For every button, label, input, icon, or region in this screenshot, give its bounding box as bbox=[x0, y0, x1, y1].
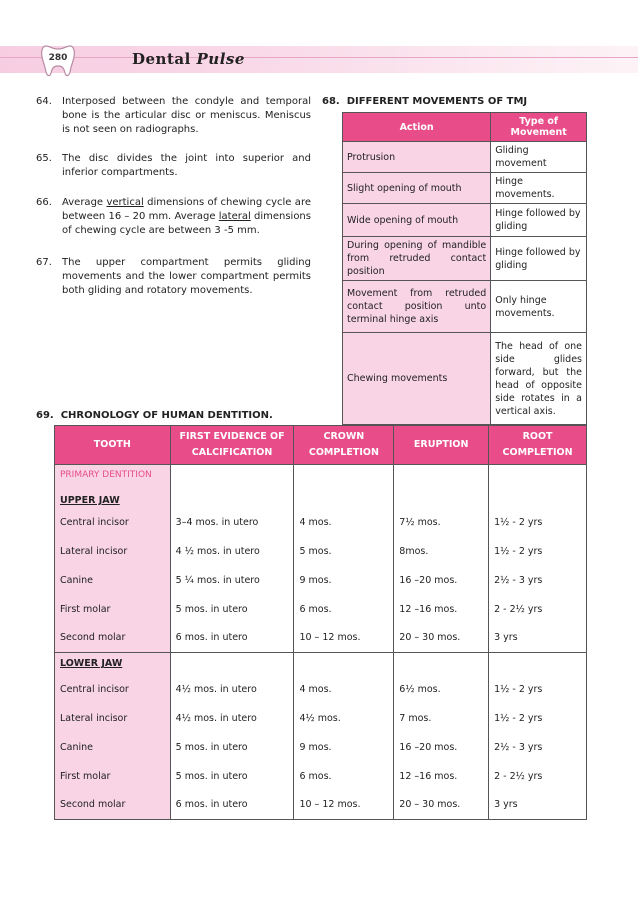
eruption-cell: 7½ mos. bbox=[394, 508, 489, 537]
root-cell: 1½ - 2 yrs bbox=[489, 508, 587, 537]
table-row bbox=[343, 333, 587, 425]
table-row bbox=[55, 762, 587, 791]
page-number: 280 bbox=[48, 53, 68, 63]
table-row bbox=[343, 204, 587, 237]
eruption-cell: 7 mos. bbox=[394, 704, 489, 733]
tooth-cell: Second molar bbox=[55, 791, 171, 820]
eruption-cell: 20 – 30 mos. bbox=[394, 791, 489, 820]
tooth-cell: Lateral incisor bbox=[55, 537, 171, 566]
root-cell: 2½ - 3 yrs bbox=[489, 733, 587, 762]
upper-jaw-row bbox=[55, 486, 587, 508]
question-64 bbox=[36, 95, 311, 137]
crown-cell: 10 – 12 mos. bbox=[294, 624, 394, 653]
table-row bbox=[55, 675, 587, 704]
question-text bbox=[62, 196, 311, 238]
question-66 bbox=[36, 196, 311, 238]
type-cell: Hinge movements. bbox=[491, 173, 587, 204]
tooth-cell: Lateral incisor bbox=[55, 704, 171, 733]
tooth-cell: Canine bbox=[55, 566, 171, 595]
crown-cell: 9 mos. bbox=[294, 566, 394, 595]
table-row bbox=[55, 791, 587, 820]
root-cell: 1½ - 2 yrs bbox=[489, 675, 587, 704]
calcification-cell: 4½ mos. in utero bbox=[170, 704, 294, 733]
tmj-movements-table bbox=[342, 112, 587, 425]
table-row bbox=[55, 508, 587, 537]
question-number: 64. bbox=[36, 96, 52, 107]
crown-cell: 4 mos. bbox=[294, 508, 394, 537]
crown-cell: 9 mos. bbox=[294, 733, 394, 762]
table-row bbox=[55, 624, 587, 653]
crown-cell: 4 mos. bbox=[294, 675, 394, 704]
underlined-word: vertical bbox=[106, 197, 144, 208]
column-header-tooth: TOOTH bbox=[55, 426, 171, 465]
root-cell: 3 yrs bbox=[489, 791, 587, 820]
crown-cell: 6 mos. bbox=[294, 762, 394, 791]
tooth-cell: First molar bbox=[55, 762, 171, 791]
underlined-word: lateral bbox=[218, 211, 251, 222]
question-number: 66. bbox=[36, 197, 52, 208]
action-cell: Wide opening of mouth bbox=[343, 204, 491, 237]
text-part: dimensions of chewing cycle are between 16 – 20 mm. Average bbox=[62, 197, 311, 222]
column-header-crown: CROWN COMPLETION bbox=[294, 426, 394, 465]
column-header-eruption: ERUPTION bbox=[394, 426, 489, 465]
question-67 bbox=[36, 256, 311, 298]
table68-title bbox=[322, 96, 527, 107]
calcification-cell: 6 mos. in utero bbox=[170, 624, 294, 653]
crown-cell: 10 – 12 mos. bbox=[294, 791, 394, 820]
action-cell: During opening of mandible from retruded contact position bbox=[343, 237, 491, 281]
question-text: Interposed between the condyle and temporal bone is the articular disc or meniscus. Meniscus is not seen on radiographs. bbox=[62, 96, 311, 135]
crown-cell: 5 mos. bbox=[294, 537, 394, 566]
brand-italic: Pulse bbox=[196, 50, 245, 68]
column-header-root: ROOT COMPLETION bbox=[489, 426, 587, 465]
eruption-cell: 16 –20 mos. bbox=[394, 566, 489, 595]
eruption-cell: 16 –20 mos. bbox=[394, 733, 489, 762]
question-number: 67. bbox=[36, 257, 52, 268]
column-header-type: Type of Movement bbox=[491, 113, 587, 142]
table-row bbox=[55, 595, 587, 624]
tooth-cell: First molar bbox=[55, 595, 171, 624]
column-header-calcification: FIRST EVIDENCE OF CALCIFICATION bbox=[170, 426, 294, 465]
calcification-cell: 6 mos. in utero bbox=[170, 791, 294, 820]
calcification-cell: 5 mos. in utero bbox=[170, 733, 294, 762]
eruption-cell: 8mos. bbox=[394, 537, 489, 566]
calcification-cell: 5 mos. in utero bbox=[170, 595, 294, 624]
primary-dentition-label: PRIMARY DENTITION bbox=[55, 465, 171, 486]
calcification-cell: 3–4 mos. in utero bbox=[170, 508, 294, 537]
question-text: The upper compartment permits gliding movements and the lower compartment permits both gliding and rotatory movements. bbox=[62, 257, 311, 296]
type-cell: Gliding movement bbox=[491, 142, 587, 173]
header-stripe bbox=[0, 57, 638, 58]
calcification-cell: 4 ½ mos. in utero bbox=[170, 537, 294, 566]
action-cell: Chewing movements bbox=[343, 333, 491, 425]
text-part: Average bbox=[62, 197, 107, 208]
type-cell: The head of one side glides forward, but the head of opposite side rotates in a vertical axis. bbox=[491, 333, 587, 425]
tooth-cell: Central incisor bbox=[55, 675, 171, 704]
table-row bbox=[55, 704, 587, 733]
question-65 bbox=[36, 152, 311, 180]
question-number: 65. bbox=[36, 153, 52, 164]
root-cell: 2 - 2½ yrs bbox=[489, 762, 587, 791]
column-header-action: Action bbox=[343, 113, 491, 142]
crown-cell: 4½ mos. bbox=[294, 704, 394, 733]
table-row bbox=[55, 537, 587, 566]
table-row bbox=[343, 237, 587, 281]
eruption-cell: 12 –16 mos. bbox=[394, 762, 489, 791]
lower-jaw-label: LOWER JAW bbox=[55, 653, 171, 675]
crown-cell: 6 mos. bbox=[294, 595, 394, 624]
table68-number: 68. bbox=[322, 96, 340, 107]
tooth-cell: Central incisor bbox=[55, 508, 171, 537]
header-band bbox=[0, 46, 638, 73]
table69-title-text: CHRONOLOGY OF HUMAN DENTITION. bbox=[60, 410, 273, 421]
calcification-cell: 4½ mos. in utero bbox=[170, 675, 294, 704]
table68-title-text: DIFFERENT MOVEMENTS OF TMJ bbox=[346, 96, 528, 107]
brand-main: Dental bbox=[132, 50, 197, 68]
table69-number: 69. bbox=[36, 410, 54, 421]
root-cell: 2½ - 3 yrs bbox=[489, 566, 587, 595]
dentition-chronology-table bbox=[54, 425, 587, 820]
tooth-icon bbox=[38, 40, 78, 80]
root-cell: 3 yrs bbox=[489, 624, 587, 653]
table-row bbox=[343, 173, 587, 204]
brand-title bbox=[132, 50, 245, 68]
table-row bbox=[55, 733, 587, 762]
table69-title bbox=[36, 410, 273, 421]
tooth-cell: Canine bbox=[55, 733, 171, 762]
tooth-cell: Second molar bbox=[55, 624, 171, 653]
question-text: The disc divides the joint into superior and inferior compartments. bbox=[62, 153, 311, 178]
root-cell: 1½ - 2 yrs bbox=[489, 537, 587, 566]
lower-jaw-row bbox=[55, 653, 587, 675]
action-cell: Protrusion bbox=[343, 142, 491, 173]
eruption-cell: 6½ mos. bbox=[394, 675, 489, 704]
eruption-cell: 12 –16 mos. bbox=[394, 595, 489, 624]
type-cell: Hinge followed by gliding bbox=[491, 237, 587, 281]
text-part: dimensions of chewing cycle are between 3 -5 mm. bbox=[62, 211, 311, 236]
root-cell: 1½ - 2 yrs bbox=[489, 704, 587, 733]
primary-dentition-row bbox=[55, 465, 587, 486]
root-cell: 2 - 2½ yrs bbox=[489, 595, 587, 624]
action-cell: Movement from retruded contact position unto terminal hinge axis bbox=[343, 281, 491, 333]
eruption-cell: 20 – 30 mos. bbox=[394, 624, 489, 653]
calcification-cell: 5 mos. in utero bbox=[170, 762, 294, 791]
upper-jaw-label: UPPER JAW bbox=[55, 486, 171, 508]
action-cell: Slight opening of mouth bbox=[343, 173, 491, 204]
type-cell: Hinge followed by gliding bbox=[491, 204, 587, 237]
table-row bbox=[343, 142, 587, 173]
table-row bbox=[343, 281, 587, 333]
table-row bbox=[55, 566, 587, 595]
type-cell: Only hinge movements. bbox=[491, 281, 587, 333]
calcification-cell: 5 ¼ mos. in utero bbox=[170, 566, 294, 595]
